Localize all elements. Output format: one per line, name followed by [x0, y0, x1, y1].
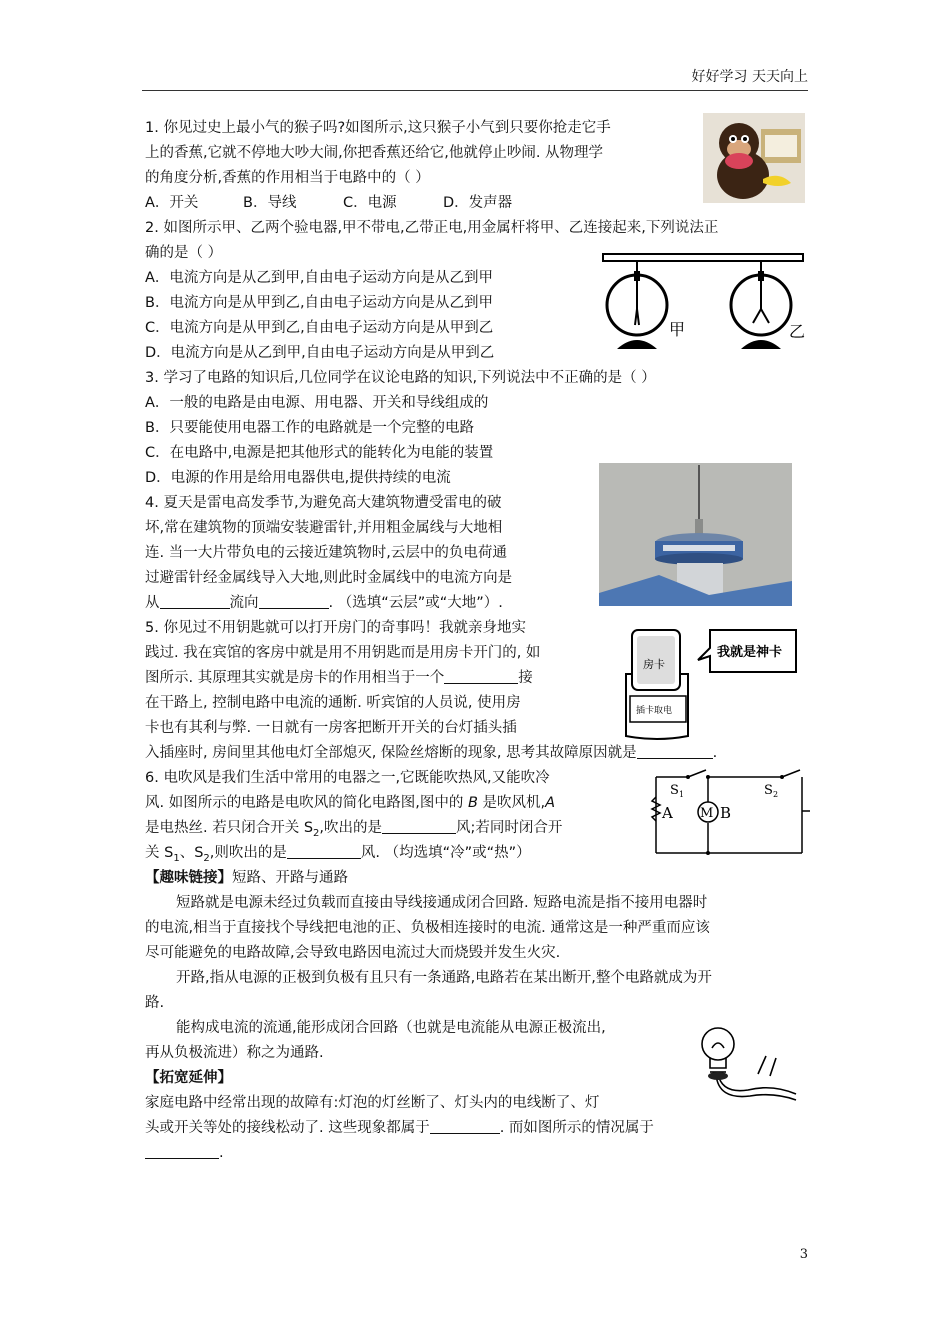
room-card-image — [606, 622, 802, 742]
q1-line-3: 的角度分析,香蕉的作用相当于电路中的（ ） — [145, 170, 430, 186]
q6-line-3-b: ,吹出的是 — [319, 820, 383, 836]
fun-heading — [145, 866, 348, 890]
ext-line-1: 家庭电路中经常出现的故障有:灯泡的灯丝断了、灯头内的电线断了、灯 — [145, 1095, 600, 1111]
q5-line-5: 卡也有其利与弊. 一日就有一房客把断开开关的台灯插头插 — [145, 720, 517, 736]
q5-blank-2[interactable] — [637, 742, 713, 759]
circuit-label-a: A — [662, 804, 673, 822]
q6-blank-2[interactable] — [287, 842, 361, 859]
q5-line-2: 践过. 我在宾馆的客房中就是用不用钥匙而是用房卡开门的, 如 — [145, 645, 541, 661]
ext-blank-1[interactable] — [430, 1117, 500, 1134]
q6-symbol-b: B — [467, 795, 478, 811]
q6-line-4-b: 、S — [179, 845, 204, 861]
circuit-label-b: B — [720, 804, 732, 822]
q6-line-3-a: 是电热丝. 若只闭合开关 S — [145, 820, 314, 836]
q3-option-c: C．在电路中,电源是把其他形式的能转化为电能的装置 — [145, 445, 494, 461]
q6-sub-2b: 2 — [203, 852, 210, 864]
fun-heading-topic: 短路、开路与通路 — [232, 870, 348, 886]
ext-heading: 【拓宽延伸】 — [145, 1070, 232, 1086]
q6-line-2 — [145, 791, 555, 815]
q4-line-1: 4. 夏天是雷电高发季节,为避免高大建筑物遭受雷电的破 — [145, 495, 502, 511]
q4-blank-2[interactable] — [259, 592, 329, 609]
light-bulb-wires-image — [688, 1020, 800, 1102]
lightning-rod-tower-image — [599, 463, 792, 606]
q5-line-3 — [145, 666, 533, 690]
q2-option-c: C．电流方向是从甲到乙,自由电子运动方向是从甲到乙 — [145, 320, 494, 336]
q6-line-2-a: 风. 如图所示的电路是电吹风的简化电路图,图中的 — [145, 795, 468, 811]
electroscope-diagram — [601, 249, 807, 359]
q5-blank-1[interactable] — [444, 667, 518, 684]
q2-line-2: 确的是（ ） — [145, 245, 223, 261]
q6-sub-2: 2 — [313, 827, 320, 839]
speech-bubble-text: 我就是神卡 — [717, 645, 783, 660]
circuit-label-s2-sub: 2 — [773, 790, 779, 799]
q5-line-6-text: 入插座时, 房间里其他电灯全部熄灭, 保险丝熔断的现象, 思考其故障原因就是 — [145, 745, 637, 761]
hair-dryer-circuit-diagram — [648, 767, 810, 859]
q3-option-b: B．只要能使用电器工作的电路就是一个完整的电路 — [145, 420, 474, 436]
circuit-label-m: M — [700, 806, 714, 821]
q5-line-3-end: 接 — [518, 670, 533, 686]
q5-line-3-text: 图所示. 其原理其实就是房卡的作用相当于一个 — [145, 670, 445, 686]
fun-p3-line-2: 再从负极流进）称之为通路. — [145, 1045, 324, 1061]
fun-p2-line-1: 开路,指从电源的正极到负极有且只有一条通路,电路若在某出断开,整个电路就成为开 — [176, 970, 712, 986]
ext-line-3 — [145, 1141, 224, 1165]
q2-option-a: A．电流方向是从乙到甲,自由电子运动方向是从乙到甲 — [145, 270, 494, 286]
ext-line-2-a: 头或开关等处的接线松动了. 这些现象都属于 — [145, 1120, 430, 1136]
q2-option-b: B．电流方向是从甲到乙,自由电子运动方向是从乙到甲 — [145, 295, 494, 311]
q1-option-a: A．开关 — [145, 195, 199, 211]
q4-line-4: 过避雷针经金属线导入大地,则此时金属线中的电流方向是 — [145, 570, 513, 586]
q3-option-d: D．电源的作用是给用电器供电,提供持续的电流 — [145, 470, 451, 486]
card-slot-label: 插卡取电 — [636, 706, 673, 716]
q2-line-1: 2. 如图所示甲、乙两个验电器,甲不带电,乙带正电,用金属杆将甲、乙连接起来,下列说法正 — [145, 220, 719, 236]
q1-option-d: D．发声器 — [443, 195, 513, 211]
header-rule — [142, 90, 808, 91]
q6-line-4-a: 关 S — [145, 845, 174, 861]
ext-line-2 — [145, 1116, 654, 1140]
circuit-label-s1: S — [670, 783, 679, 798]
q6-symbol-a: A — [545, 795, 556, 811]
monkey-toy-image — [703, 113, 805, 203]
q6-line-2-b: 是吹风机, — [477, 795, 546, 811]
q6-line-4-c: ,则吹出的是 — [209, 845, 287, 861]
q1-line-1: 1. 你见过史上最小气的猴子吗?如图所示,这只猴子小气到只要你抢走它手 — [145, 120, 611, 136]
q1-line-2: 上的香蕉,它就不停地大吵大闹,你把香蕉还给它,他就停止吵闹. 从物理学 — [145, 145, 604, 161]
ext-line-3-end: . — [219, 1145, 224, 1161]
q3-option-a: A．一般的电路是由电源、用电器、开关和导线组成的 — [145, 395, 489, 411]
electroscope-label-yi: 乙 — [789, 322, 806, 341]
electroscope-label-jia: 甲 — [669, 320, 686, 339]
q6-line-4-d: 风. （均选填“冷”或“热”） — [360, 845, 531, 861]
ext-blank-2[interactable] — [145, 1142, 219, 1159]
page-header-text: 好好学习 天天向上 — [691, 69, 808, 85]
q5-line-6-end: . — [712, 745, 718, 761]
circuit-label-s2: S — [764, 783, 773, 798]
q4-line-3: 连. 当一大片带负电的云接近建筑物时,云层中的负电荷通 — [145, 545, 507, 561]
fun-p1-line-2: 的电流,相当于直接找个导线把电池的正、负极相连接时的电流. 通常这是一种严重而应该 — [145, 920, 710, 936]
q4-blank-1[interactable] — [160, 592, 230, 609]
circuit-label-s1-sub: 1 — [679, 790, 685, 799]
q5-line-4: 在干路上, 控制电路中电流的通断. 听宾馆的人员说, 使用房 — [145, 695, 521, 711]
page-number: 3 — [799, 1247, 808, 1262]
q2-option-d: D．电流方向是从乙到甲,自由电子运动方向是从甲到乙 — [145, 345, 495, 361]
q6-line-3-c: 风;若同时闭合开 — [456, 820, 563, 836]
ext-line-2-b: . 而如图所示的情况属于 — [499, 1120, 654, 1136]
room-card-label: 房卡 — [643, 658, 665, 671]
q1-option-b: B．导线 — [243, 195, 297, 211]
q4-line-5 — [145, 591, 503, 615]
q1-options — [145, 191, 512, 215]
fun-p2-line-2: 路. — [145, 995, 165, 1011]
q6-blank-1[interactable] — [382, 817, 456, 834]
q3-line: 3. 学习了电路的知识后,几位同学在议论电路的知识,下列说法中不正确的是（ ） — [145, 370, 656, 386]
q5-line-6 — [145, 741, 717, 765]
q4-from-label: 从 — [145, 595, 160, 611]
q6-sub-1: 1 — [173, 852, 180, 864]
q6-line-1: 6. 电吹风是我们生活中常用的电器之一,它既能吹热风,又能吹冷 — [145, 770, 550, 786]
fun-p3-line-1: 能构成电流的流通,能形成闭合回路（也就是电流能从电源正极流出, — [176, 1020, 606, 1036]
q5-line-1: 5. 你见过不用钥匙就可以打开房门的奇事吗！我就亲身地实 — [145, 620, 526, 636]
q4-hint: . （选填“云层”或“大地”）. — [328, 595, 503, 611]
q4-to-label: 流向 — [229, 595, 259, 611]
fun-p1-line-3: 尽可能避免的电路故障,会导致电路因电流过大而烧毁并发生火灾. — [145, 945, 561, 961]
fun-heading-bracket: 【趣味链接】 — [145, 870, 232, 886]
fun-p1-line-1: 短路就是电源未经过负载而直接由导线接通成闭合回路. 短路电流是指不接用电器时 — [176, 895, 708, 911]
q4-line-2: 坏,常在建筑物的顶端安装避雷针,并用粗金属线与大地相 — [145, 520, 503, 536]
q1-option-c: C．电源 — [343, 195, 397, 211]
